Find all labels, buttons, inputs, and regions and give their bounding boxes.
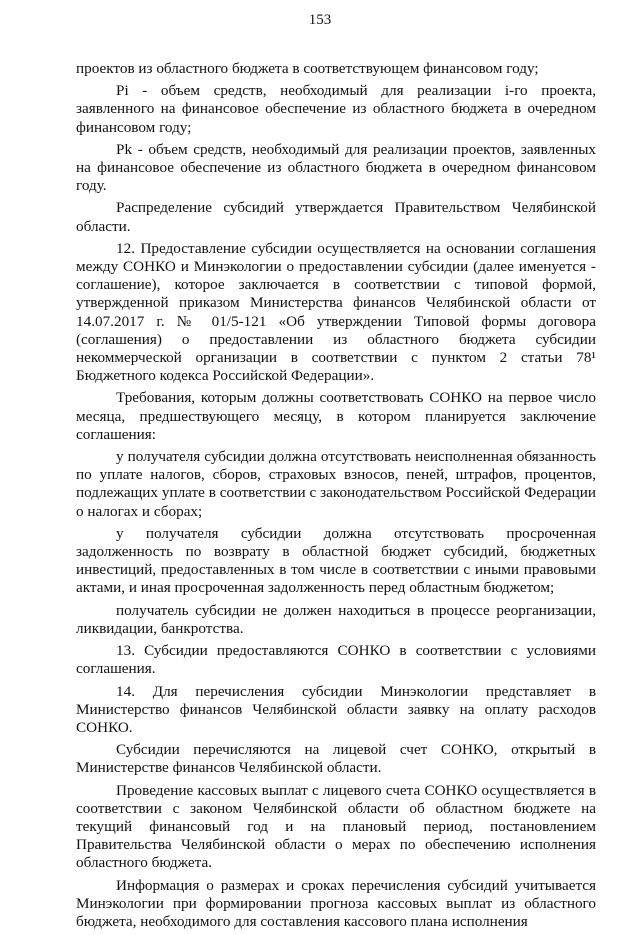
page-number: 153 <box>308 12 332 28</box>
paragraph: Распределение субсидий утверждается Правительством Челябинской области. <box>76 199 596 235</box>
paragraph: Проведение кассовых выплат с лицевого счета СОНКО осуществляется в соответствии с законом Челябинской области об областном бюджете на текущий финансовый год и на плановый период, постановлением Правительства Челябинской области о мерах по обеспечению исполнения областного бюджета. <box>76 781 596 872</box>
document-body <box>76 60 596 935</box>
paragraph: 14. Для перечисления субсидии Минэкологии представляет в Министерство финансов Челябинской области заявку на оплату расходов СОНКО. <box>76 682 596 736</box>
paragraph: проектов из областного бюджета в соответствующем финансовом году; <box>76 60 539 77</box>
paragraph: у получателя субсидии должна отсутствовать просроченная задолженность по возврату в областной бюджет субсидий, бюджетных инвестиций, предоставленных в том числе в соответствии с иными правовыми актами, и иная просроченная задолженность перед областным бюджетом; <box>76 524 596 597</box>
paragraph: у получателя субсидии должна отсутствовать неисполненная обязанность по уплате налогов, сборов, страховых взносов, пеней, штрафов, процентов, подлежащих уплате в соответствии с законодательством Российской Федерации о налогах и сборах; <box>76 448 596 520</box>
paragraph: Pi - объем средств, необходимый для реализации i-го проекта, заявленного на финансовое обеспечение из областного бюджета в очередном финансовом году; <box>76 82 596 136</box>
paragraph: получатель субсидии не должен находиться в процессе реорганизации, ликвидации, банкротства. <box>76 601 596 637</box>
paragraph: 12. Предоставление субсидии осуществляется на основании соглашения между СОНКО и Минэкологии о предоставлении субсидии (далее именуется - соглашение), которое заключается в соответствии с типовой формой, утвержденной приказом Министерства финансов Челябинской области от 14.07.2017 г. № 01/5-121 «Об утверждении Типовой формы договора (соглашения) о предоставлении из областного бюджета субсидии некоммерческой организации в соответствии с пунктом 2 статьи 78¹ Бюджетного кодекса Российской Федерации». <box>76 239 596 385</box>
paragraph: Субсидии перечисляются на лицевой счет СОНКО, открытый в Министерстве финансов Челябинской области. <box>76 741 596 777</box>
paragraph: Pk - объем средств, необходимый для реализации проектов, заявленных на финансовое обеспечение из областного бюджета в очередном финансовом году. <box>76 140 596 195</box>
paragraph: Информация о размерах и сроках перечисления субсидий учитывается Минэкологии при формировании прогноза кассовых выплат из областного бюджета, необходимого для составления кассового плана исполнения <box>76 876 596 930</box>
paragraph: 13. Субсидии предоставляются СОНКО в соответствии с условиями соглашения. <box>76 642 596 678</box>
paragraph: Требования, которым должны соответствовать СОНКО на первое число месяца, предшествующего месяцу, в котором планируется заключение соглашения: <box>76 389 596 443</box>
